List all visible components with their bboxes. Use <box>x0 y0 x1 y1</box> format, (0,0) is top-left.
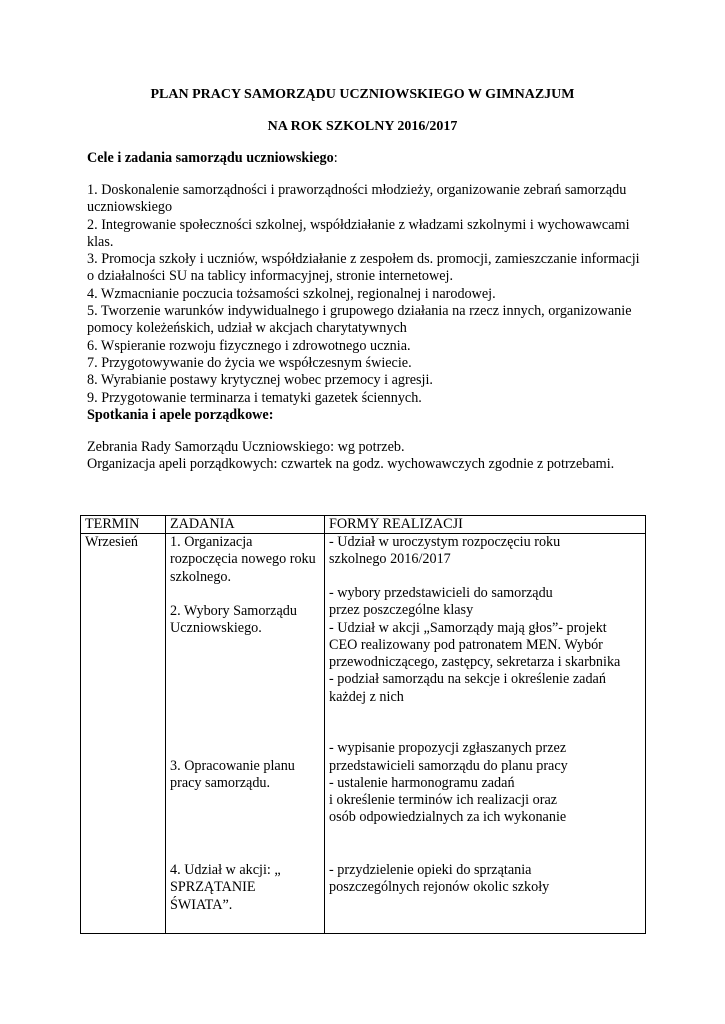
form-line: osób odpowiedzialnych za ich wykonanie <box>329 809 567 825</box>
goal-item: 7. Przygotowywanie do życia we współczesnym świecie. <box>87 354 412 371</box>
form-line: każdej z nich <box>329 689 404 705</box>
goal-item: 6. Wspieranie rozwoju fizycznego i zdrowotnego ucznia. <box>87 337 411 354</box>
goals-heading-text: Cele i zadania samorządu uczniowskiego <box>87 150 334 166</box>
form-line: - podział samorządu na sekcje i określenie zadań <box>329 671 606 687</box>
goal-item: 3. Promocja szkoły i uczniów, współdziałanie z zespołem ds. promocji, zamieszczanie informacji o działalności SU na tablicy informacyjnej, stronie internetowej. <box>87 251 640 285</box>
forms-cell <box>325 534 646 934</box>
table-row <box>81 534 646 934</box>
form-line: szkolnego 2016/2017 <box>329 551 451 567</box>
task-item: 3. Opracowanie planu pracy samorządu. <box>170 758 295 792</box>
meetings-line: Organizacja apeli porządkowych: czwartek na godz. wychowawczych zgodnie z potrzebami. <box>87 456 615 473</box>
meetings-heading: Spotkania i apele porządkowe: <box>87 407 274 423</box>
goal-item: 2. Integrowanie społeczności szkolnej, współdziałanie z władzami szkolnymi i wychowawcami klas. <box>87 216 630 250</box>
goal-item: 4. Wzmacnianie poczucia tożsamości szkolnej, regionalnej i narodowej. <box>87 285 496 302</box>
goals-list <box>87 182 647 407</box>
form-line: i określenie terminów ich realizacji oraz <box>329 792 558 808</box>
goal-item: 9. Przygotowanie terminarza i tematyki gazetek ściennych. <box>87 389 422 406</box>
plan-table <box>80 515 646 934</box>
goal-item: 8. Wyrabianie postawy krytycznej wobec przemocy i agresji. <box>87 372 433 389</box>
goal-item: 5. Tworzenie warunków indywidualnego i grupowego działania na rzecz innych, organizowanie pomocy koleżeńskich, udział w akcjach charytatywnych <box>87 303 632 337</box>
term-value: Wrzesień <box>85 534 138 550</box>
header-forms: FORMY REALIZACJI <box>325 516 646 534</box>
task-item: 2. Wybory Samorządu Uczniowskiego. <box>170 603 297 637</box>
form-line: - Udział w uroczystym rozpoczęciu roku <box>329 534 561 550</box>
meetings-text <box>87 439 667 474</box>
meetings-line: Zebrania Rady Samorządu Uczniowskiego: wg potrzeb. <box>87 439 405 455</box>
form-line: - wybory przedstawicieli do samorządu <box>329 585 553 601</box>
form-line: przez poszczególne klasy <box>329 602 474 618</box>
document-title: PLAN PRACY SAMORZĄDU UCZNIOWSKIEGO W GIMNAZJUM <box>150 87 575 102</box>
tasks-cell <box>166 534 325 934</box>
table-header-row <box>81 516 646 534</box>
task-item: 1. Organizacja rozpoczęcia nowego roku szkolnego. <box>170 534 316 585</box>
document-subtitle: NA ROK SZKOLNY 2016/2017 <box>267 119 458 134</box>
form-line: - przydzielenie opieki do sprzątania <box>329 862 532 878</box>
header-tasks: ZADANIA <box>166 516 325 534</box>
header-term: TERMIN <box>81 516 166 534</box>
form-line: - Udział w akcji „Samorządy mają głos”- projekt <box>329 620 607 636</box>
form-line: przewodniczącego, zastępcy, sekretarza i skarbnika <box>329 654 621 670</box>
goal-item: 1. Doskonalenie samorządności i praworządności młodzieży, organizowanie zebrań samorządu uczniowskiego <box>87 182 627 216</box>
form-line: CEO realizowany pod patronatem MEN. Wybór <box>329 637 603 653</box>
task-item: 4. Udział w akcji: „ SPRZĄTANIE ŚWIATA”. <box>170 862 281 913</box>
term-cell <box>81 534 166 934</box>
form-line: poszczególnych rejonów okolic szkoły <box>329 879 550 895</box>
form-line: - ustalenie harmonogramu zadań <box>329 775 515 791</box>
goals-heading <box>87 150 338 167</box>
form-line: przedstawicieli samorządu do planu pracy <box>329 758 568 774</box>
goals-heading-colon: : <box>333 150 338 166</box>
form-line: - wypisanie propozycji zgłaszanych przez <box>329 740 567 756</box>
